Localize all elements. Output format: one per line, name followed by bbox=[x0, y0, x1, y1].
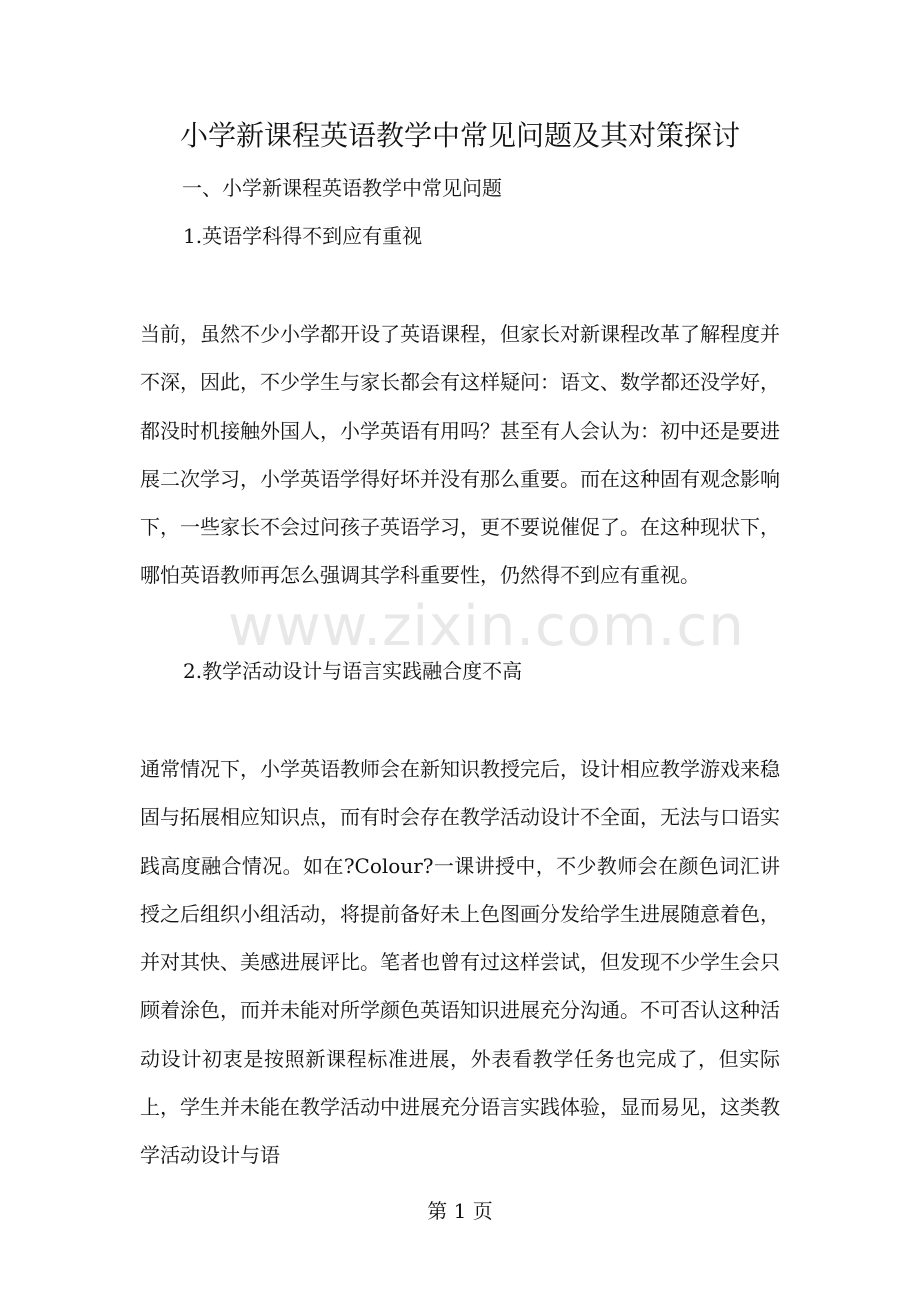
paragraph-2: 通常情况下，小学英语教师会在新知识教授完后，设计相应教学游戏来稳固与拓展相应知识点，而有时会存在教学活动设计不全面，无法与口语实践高度融合情况。如在?Colour?一课讲授中，不少教师会在颜色词汇讲授之后组织小组活动，将提前备好未上色图画分发给学生进展随意着色，并对其快、美感进展评比。笔者也曾有过这样尝试，但发现不少学生会只顾着涂色，而并未能对所学颜色英语知识进展充分沟通。不可否认这种活动设计初衷是按照新课程标准进展，外表看教学任务也完成了，但实际上，学生并未能在教学活动中进展充分语言实践体验，显而易见，这类教学活动设计与语 bbox=[140, 757, 780, 1168]
document-title: 小学新课程英语教学中常见问题及其对策探讨 bbox=[179, 119, 740, 152]
page-footer: 第 1 页 bbox=[427, 1199, 493, 1223]
watermark-text: www.zixin.com.cn bbox=[228, 594, 745, 659]
section-heading: 一、小学新课程英语教学中常见问题 bbox=[182, 176, 502, 200]
paragraph-1: 当前，虽然不少小学都开设了英语课程，但家长对新课程改革了解程度并不深，因此，不少学生与家长都会有这样疑问：语文、数学都还没学好，都没时机接触外国人，小学英语有用吗？甚至有人会认为：初中还是要进展二次学习，小学英语学得好坏并没有那么重要。而在这种固有观念影响下，一些家长不会过问孩子英语学习，更不要说催促了。在这种现状下，哪怕英语教师再怎么强调其学科重要性，仍然得不到应有重视。 bbox=[140, 322, 780, 588]
subsection-heading-1: 1.英语学科得不到应有重视 bbox=[183, 224, 423, 248]
subsection-heading-2: 2.教学活动设计与语言实践融合度不高 bbox=[183, 659, 523, 683]
